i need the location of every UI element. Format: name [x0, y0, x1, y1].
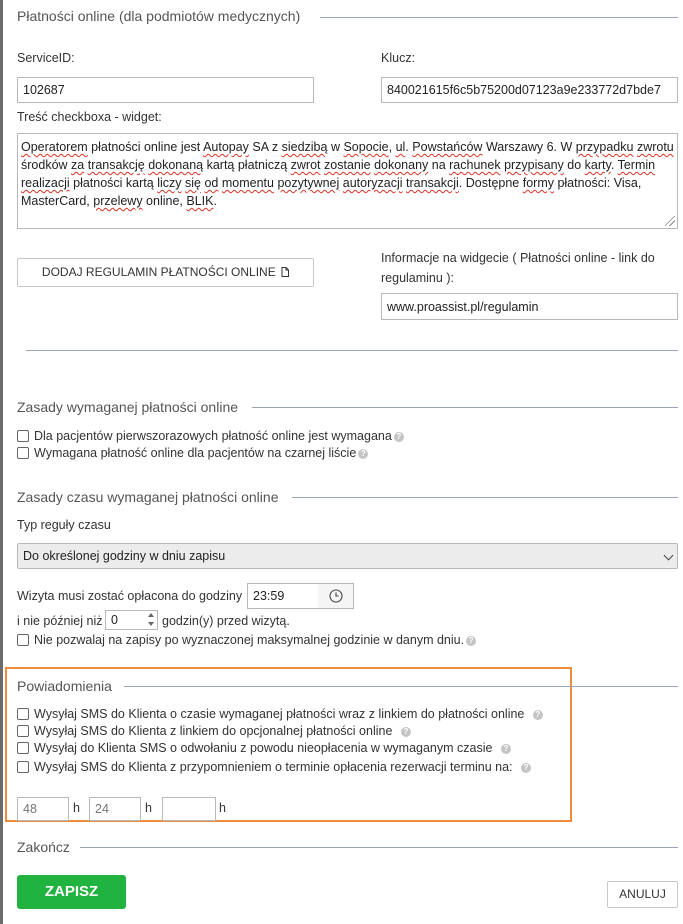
terms-link-input[interactable] [381, 293, 678, 320]
chevron-down-icon [664, 551, 674, 561]
service-id-input[interactable] [17, 77, 314, 103]
sms-cancellation-checkbox[interactable] [17, 742, 29, 754]
service-id-label: ServiceID: [17, 51, 75, 65]
checkbox-text-segment: Termin [617, 158, 656, 172]
widget-info-label: Informacje na widgecie ( Płatności online - link do regulaminu ): [381, 251, 655, 285]
checkbox-text-segment: ul [395, 140, 406, 154]
reminder-hours-input-2[interactable] [89, 797, 141, 821]
section-divider [80, 847, 678, 848]
section-divider [292, 497, 678, 498]
sms-reminder-checkbox[interactable] [17, 761, 29, 773]
checkbox-text-segment: na [428, 158, 450, 172]
checkbox-text-segment: . Dostępne [458, 176, 523, 190]
checkbox-text-segment: transakcji [406, 176, 459, 190]
checkbox-text-segment: liczy [157, 176, 182, 190]
checkbox-text-segment: w [327, 140, 344, 154]
checkbox-text-segment: Sopocie [343, 140, 389, 154]
required-payment-rules-title: Zasady wymaganej płatności online [17, 399, 239, 415]
checkbox-text-segment: się [184, 176, 201, 190]
section-divider [320, 17, 678, 18]
help-icon[interactable]: ? [394, 432, 404, 442]
blacklist-patients-checkbox[interactable] [17, 447, 29, 459]
reminder-hours-unit-2: h [145, 801, 152, 815]
section-divider [124, 686, 678, 687]
section-divider [26, 350, 678, 351]
checkbox-text-segment: pozytywnej [277, 176, 340, 190]
checkbox-text-content [21, 140, 674, 208]
rule-type-selected: Do określonej godziny w dniu zapisu [23, 549, 226, 563]
clock-icon [329, 589, 343, 603]
sms-optional-payment-checkbox[interactable] [17, 725, 29, 737]
sms-cancellation-label: Wysyłaj do Klienta SMS o odwołaniu z powodu nieopłacenia w wymaganym czasie [34, 741, 493, 755]
section-divider [252, 407, 678, 408]
rule-type-select[interactable] [17, 543, 678, 569]
reminder-hours-unit-1: h [73, 801, 80, 815]
checkbox-text-segment: dokonaną [148, 158, 204, 172]
checkbox-text-segment: zwrotu [636, 140, 674, 154]
checkbox-text-segment: płatności online jest [87, 140, 204, 154]
checkbox-text-segment: siedzibą [281, 140, 328, 154]
hours-before-stepper[interactable] [105, 610, 158, 630]
left-edge-bar [0, 0, 3, 924]
checkbox-text-segment: kartą płatniczą [203, 158, 291, 172]
checkbox-text-segment: Operatorem [21, 140, 88, 154]
checkbox-text-segment: realizacji [21, 176, 70, 190]
online-payments-title: Płatności online (dla podmiotów medycznych) [17, 8, 301, 24]
checkbox-text-segment: zostanie [324, 158, 371, 172]
checkbox-text-segment: Warszawy 6. W [482, 140, 576, 154]
reminder-hours-input-1[interactable] [17, 797, 69, 821]
no-booking-after-checkbox[interactable] [17, 634, 29, 646]
no-booking-after-label: Nie pozwalaj na zapisy po wyznaczonej maksymalnej godzinie w danym dniu. [34, 633, 465, 647]
resize-handle[interactable] [665, 216, 675, 226]
checkbox-text-segment: płatności: Visa, MasterCard, [21, 176, 642, 208]
checkbox-text-textarea[interactable] [17, 133, 678, 229]
save-button[interactable]: ZAPISZ [17, 875, 126, 909]
file-icon [281, 267, 289, 277]
notifications-title: Powiadomienia [17, 678, 112, 694]
checkbox-text-label: Treść checkboxa - widget: [17, 110, 162, 124]
checkbox-text-segment: karty [584, 158, 611, 172]
sms-reminder-label: Wysyłaj SMS do Klienta z przypomnieniem o terminie opłacenia rezerwacji terminu na: [34, 760, 513, 774]
checkbox-text-segment: . [405, 140, 413, 154]
checkbox-text-segment: za [71, 158, 85, 172]
checkbox-text-segment: rachunek [449, 158, 501, 172]
checkbox-text-segment: online, [142, 194, 187, 208]
rule-type-label: Typ reguły czasu [17, 518, 111, 532]
checkbox-text-segment: Powstańców [412, 140, 483, 154]
checkbox-text-segment: transakcję [87, 158, 145, 172]
checkbox-text-segment: . [610, 158, 618, 172]
stepper-up-icon[interactable] [148, 613, 154, 617]
checkbox-text-segment: formy [522, 176, 554, 190]
checkbox-text-segment: przypisany [504, 158, 564, 172]
checkbox-text-segment: BLIK [186, 194, 214, 208]
checkbox-text-segment: autoryzacji [342, 176, 403, 190]
finish-title: Zakończ [17, 839, 70, 855]
help-icon[interactable]: ? [533, 710, 543, 720]
first-time-patients-checkbox[interactable] [17, 430, 29, 442]
reminder-hours-unit-3: h [219, 801, 226, 815]
checkbox-text-segment: przypadku [575, 140, 634, 154]
checkbox-text-segment: środków [21, 158, 72, 172]
help-icon[interactable]: ? [521, 763, 531, 773]
pay-by-label: Wizyta musi zostać opłacona do godziny [17, 589, 243, 603]
checkbox-text-segment: . [213, 194, 217, 208]
help-icon[interactable]: ? [401, 727, 411, 737]
hours-before-value: 0 [111, 613, 118, 627]
not-later-label: i nie później niż [17, 614, 103, 628]
checkbox-text-segment: SA z [248, 140, 282, 154]
sms-payment-time-checkbox[interactable] [17, 708, 29, 720]
checkbox-text-segment: , [388, 140, 396, 154]
key-label: Klucz: [381, 51, 416, 65]
checkbox-text-segment: dokonany [374, 158, 429, 172]
checkbox-text-segment: od [204, 176, 219, 190]
checkbox-text-segment: Autopay [203, 140, 249, 154]
clock-button[interactable] [318, 583, 354, 609]
sms-optional-payment-label: Wysyłaj SMS do Klienta z linkiem do opcjonalnej płatności online [34, 724, 393, 738]
checkbox-text-segment: zwrot [290, 158, 321, 172]
checkbox-text-segment: momentu [221, 176, 274, 190]
time-rules-title: Zasady czasu wymaganej płatności online [17, 489, 279, 505]
sms-payment-time-label: Wysyłaj SMS do Klienta o czasie wymaganej płatności wraz z linkiem do płatności online [34, 707, 525, 721]
reminder-hours-input-3[interactable] [162, 797, 216, 821]
pay-by-time-input[interactable] [247, 583, 319, 609]
hours-before-label: godzin(y) przed wizytą. [162, 614, 290, 628]
add-terms-button[interactable] [17, 258, 314, 287]
help-icon[interactable]: ? [358, 449, 368, 459]
checkbox-text-segment: do [563, 158, 585, 172]
key-input[interactable] [381, 77, 678, 103]
cancel-button[interactable]: ANULUJ [607, 881, 678, 908]
help-icon[interactable]: ? [466, 636, 476, 646]
help-icon[interactable]: ? [501, 744, 511, 754]
first-time-patients-label: Dla pacjentów pierwszorazowych płatność online jest wymagana [34, 429, 392, 443]
blacklist-patients-label: Wymagana płatność online dla pacjentów na czarnej liście [34, 446, 357, 460]
stepper-down-icon[interactable] [148, 622, 154, 626]
checkbox-text-segment: płatności kartą [69, 176, 158, 190]
checkbox-text-segment: przelewy [93, 194, 143, 208]
add-terms-button-label: DODAJ REGULAMIN PŁATNOŚCI ONLINE [41, 265, 276, 279]
